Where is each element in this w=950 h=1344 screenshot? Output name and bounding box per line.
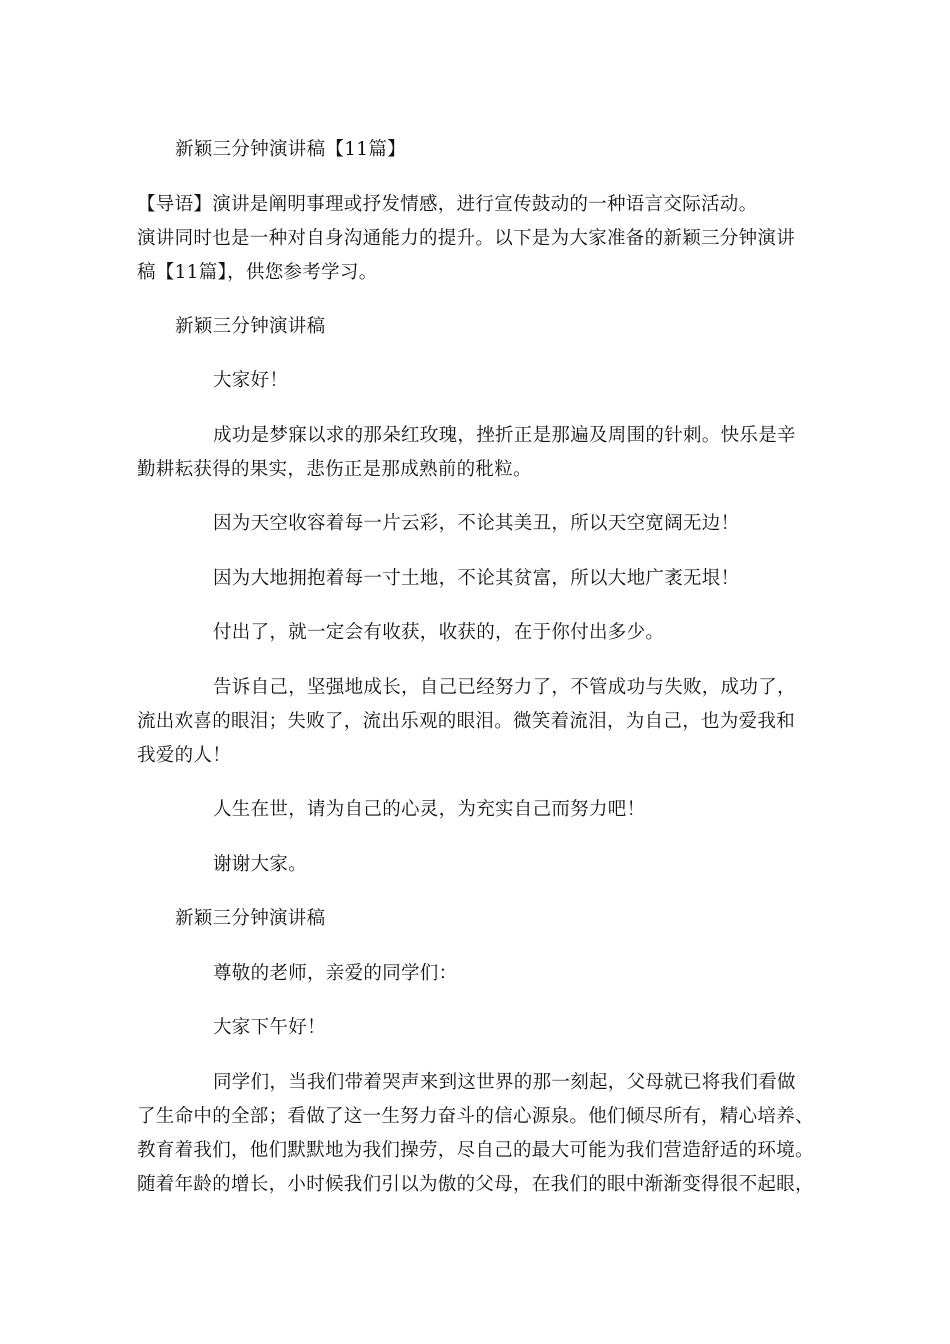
section1-p6: 人生在世，请为自己的心灵，为充实自己而努力吧！: [213, 799, 646, 820]
section2-p1-line-1: 同学们，当我们带着哭声来到这世界的那一刻起，父母就已将我们看做: [213, 1072, 796, 1093]
section1-p5-line-3: 我爱的人！: [137, 745, 232, 766]
section2-p1-line-4: 随着年龄的增长，小时候我们引以为傲的父母，在我们的眼中渐渐变得很不起眼，: [137, 1174, 814, 1195]
intro-line-1: 【导语】演讲是阐明事理或抒发情感，进行宣传鼓动的一种语言交际活动。: [137, 194, 758, 215]
section1-p5-line-2: 流出欢喜的眼泪；失败了，流出乐观的眼泪。微笑着流泪，为自己，也为爱我和: [137, 711, 796, 732]
section1-p1-line-2: 勤耕耘获得的果实，悲伤正是那成熟前的秕粒。: [137, 459, 532, 480]
section2-greeting: 大家下午好！: [213, 1017, 326, 1038]
section1-p2: 因为天空收容着每一片云彩，不论其美丑，所以天空宽阔无边！: [213, 513, 740, 534]
section1-p1-line-1: 成功是梦寐以求的那朵红玫瑰，挫折正是那遍及周围的针刺。快乐是辛: [213, 425, 796, 446]
section1-closing: 谢谢大家。: [213, 854, 308, 875]
document-title: 新颖三分钟演讲稿【11篇】: [175, 139, 406, 160]
section1-heading: 新颖三分钟演讲稿: [175, 316, 326, 337]
section2-salutation: 尊敬的老师，亲爱的同学们：: [213, 963, 458, 984]
section1-p5-line-1: 告诉自己，坚强地成长，自己已经努力了，不管成功与失败，成功了，: [213, 677, 796, 698]
section2-p1-line-3: 教育着我们，他们默默地为我们操劳，尽自己的最大可能为我们营造舒适的环境。: [137, 1140, 814, 1161]
section2-p1-line-2: 了生命中的全部；看做了这一生努力奋斗的信心源泉。他们倾尽所有，精心培养、: [137, 1106, 814, 1127]
intro-line-3: 稿【11篇】，供您参考学习。: [137, 262, 378, 283]
section1-greeting: 大家好！: [213, 370, 289, 391]
intro-line-2: 演讲同时也是一种对自身沟通能力的提升。以下是为大家准备的新颖三分钟演讲: [137, 228, 796, 249]
section1-p3: 因为大地拥抱着每一寸土地，不论其贫富，所以大地广袤无垠！: [213, 568, 740, 589]
section2-heading: 新颖三分钟演讲稿: [175, 908, 326, 929]
section1-p4: 付出了，就一定会有收获，收获的，在于你付出多少。: [213, 622, 665, 643]
